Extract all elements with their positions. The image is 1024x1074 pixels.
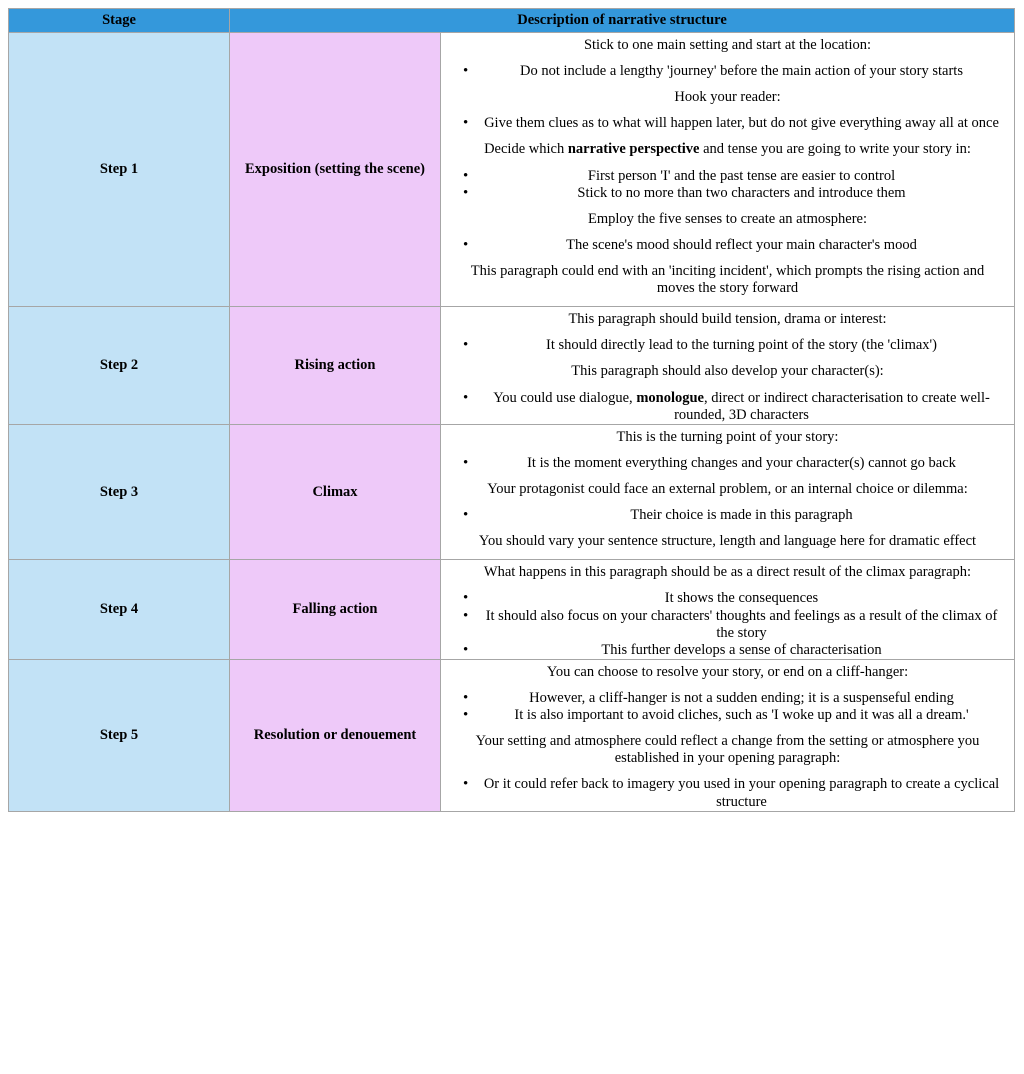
stage-name-cell: Climax — [230, 424, 441, 560]
stage-cell: Step 4 — [9, 560, 230, 660]
description-bullet-list — [441, 690, 1014, 724]
table-row — [9, 424, 1015, 560]
description-content — [441, 560, 1014, 659]
description-bullet-list — [441, 390, 1014, 424]
list-item: • Do not include a lengthy 'journey' before the main action of your story starts — [441, 63, 1014, 80]
description-paragraph: Stick to one main setting and start at the location: — [583, 37, 872, 53]
description-paragraph: Your setting and atmosphere could reflect a change from the setting or atmosphere you established in your opening paragraph: — [475, 733, 980, 767]
description-paragraph: What happens in this paragraph should be as a direct result of the climax paragraph: — [483, 564, 972, 581]
table-body — [9, 33, 1015, 812]
description-bullet-list — [441, 337, 1014, 354]
table-row — [9, 33, 1015, 307]
list-item: • It is also important to avoid cliches, such as 'I woke up and it was all a dream.' — [441, 707, 1014, 724]
description-bullet-list — [441, 776, 1014, 810]
description-cell — [441, 33, 1015, 307]
description-bullet-list — [441, 507, 1014, 524]
stage-name-cell: Rising action — [230, 307, 441, 425]
column-header-description: Description of narrative structure — [230, 9, 1015, 33]
stage-name-cell: Resolution or denouement — [230, 659, 441, 811]
description-paragraph: Hook your reader: — [674, 89, 781, 106]
description-paragraph: This paragraph should also develop your character(s): — [571, 363, 884, 380]
column-header-stage: Stage — [9, 9, 230, 33]
stage-name-cell: Exposition (setting the scene) — [230, 33, 441, 307]
description-bullet-list — [441, 115, 1014, 132]
list-item: • It should also focus on your characters' thoughts and feelings as a result of the climax of the story — [441, 608, 1014, 642]
emphasised-term: narrative perspective — [567, 141, 700, 158]
description-bullet-list — [441, 63, 1014, 80]
description-paragraph: This paragraph should build tension, drama or interest: — [568, 311, 887, 328]
list-item: • Their choice is made in this paragraph — [441, 507, 1014, 524]
table-header — [9, 9, 1015, 33]
list-item: • Give them clues as to what will happen later, but do not give everything away all at once — [441, 115, 1014, 132]
header-row — [9, 9, 1015, 33]
stage-cell: Step 1 — [9, 33, 230, 307]
emphasised-term: monologue — [636, 389, 704, 406]
description-cell — [441, 307, 1015, 425]
table-row — [9, 560, 1015, 660]
description-cell — [441, 659, 1015, 811]
description-content — [441, 660, 1014, 811]
description-paragraph: You can choose to resolve your story, or end on a cliff-hanger: — [546, 663, 909, 680]
description-paragraph: This paragraph could end with an 'inciting incident', which prompts the rising action and moves the story forward — [470, 262, 985, 297]
list-item: • The scene's mood should reflect your main character's mood — [441, 237, 1014, 254]
description-paragraph: This is the turning point of your story: — [616, 428, 839, 445]
stage-name-cell: Falling action — [230, 560, 441, 660]
list-item: • First person 'I' and the past tense are easier to control — [441, 168, 1014, 185]
list-item: • It is the moment everything changes and your character(s) cannot go back — [441, 455, 1014, 472]
list-item: • This further develops a sense of characterisation — [441, 642, 1014, 659]
description-bullet-list — [441, 168, 1014, 202]
description-content — [441, 33, 1014, 306]
description-paragraph: Your protagonist could face an external problem, or an internal choice or dilemma: — [487, 480, 968, 497]
list-item: • It shows the consequences — [441, 590, 1014, 607]
narrative-structure-table — [8, 8, 1015, 812]
description-cell — [441, 424, 1015, 560]
stage-cell: Step 5 — [9, 659, 230, 811]
description-bullet-list — [441, 590, 1014, 658]
list-item: • However, a cliff-hanger is not a sudden ending; it is a suspenseful ending — [441, 690, 1014, 707]
list-item: • Or it could refer back to imagery you used in your opening paragraph to create a cyclical structure — [441, 776, 1014, 810]
description-paragraph: Decide which narrative perspective and tense you are going to write your story in: — [484, 141, 971, 158]
table-row — [9, 307, 1015, 425]
description-paragraph: You should vary your sentence structure, length and language here for dramatic effect — [478, 533, 977, 550]
list-item: • Stick to no more than two characters and introduce them — [441, 185, 1014, 202]
list-item: • You could use dialogue, monologue, direct or indirect characterisation to create well-rounded, 3D characters — [441, 390, 1014, 424]
description-content — [441, 307, 1014, 424]
table-row — [9, 659, 1015, 811]
description-content — [441, 425, 1014, 560]
description-bullet-list — [441, 455, 1014, 472]
list-item: • It should directly lead to the turning point of the story (the 'climax') — [441, 337, 1014, 354]
description-paragraph: Employ the five senses to create an atmosphere: — [587, 210, 868, 227]
description-bullet-list — [441, 237, 1014, 254]
stage-cell: Step 2 — [9, 307, 230, 425]
stage-cell: Step 3 — [9, 424, 230, 560]
description-cell — [441, 560, 1015, 660]
